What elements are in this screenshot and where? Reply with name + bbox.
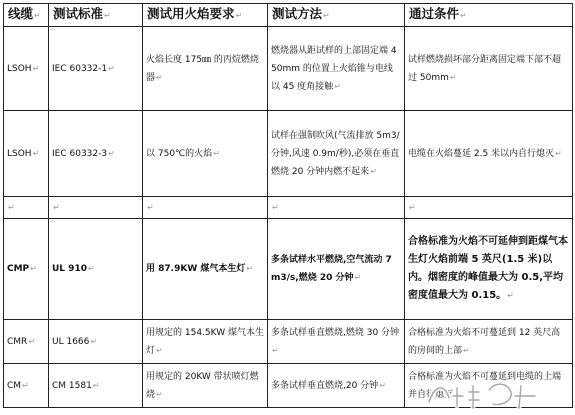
header-standard: 测试标准↵ [49, 4, 143, 27]
table-row [4, 320, 573, 364]
cell-flame: 以 750℃的火焰↵ [143, 111, 268, 197]
cell-method: ↵ [268, 197, 405, 219]
cell-method: 多条试样垂直燃烧,燃烧 30 分钟↵ [268, 320, 405, 364]
header-method: 测试方法↵ [268, 4, 405, 27]
cell-flame: ↵ [143, 197, 268, 219]
header-condition: 通过条件↵ [405, 4, 573, 27]
cell-condition: 试样燃烧损坏部分距离固定端下部不超过 50mm↵ [405, 27, 573, 111]
cell-standard: IEC 60332-3↵ [49, 111, 143, 197]
cell-flame: 用规定的 20KW 带状喷灯燃烧↵ [143, 364, 268, 408]
cell-cable: LSOH↵ [4, 27, 49, 111]
cell-flame: 用 87.9KW 煤气本生灯↵ [143, 219, 268, 320]
cell-standard: UL 1666↵ [49, 320, 143, 364]
cell-cable: CM↵ [4, 364, 49, 408]
cell-condition: 合格标准为火焰不可蔓延到 12 英尺高的房间的上部↵ [405, 320, 573, 364]
table-row-empty [4, 197, 573, 219]
cell-standard: CM 1581↵ [49, 364, 143, 408]
cell-standard: ↵ [49, 197, 143, 219]
table-row [4, 111, 573, 197]
cell-method: 多条试样垂直燃烧,20 分钟↵ [268, 364, 405, 408]
table-row [4, 219, 573, 320]
cell-method: 试样在强制吹风(气流排放 5m3/分钟,风速 0.9m/秒),必须在垂直燃烧 20 分钟内燃不起来↵ [268, 111, 405, 197]
cell-standard: IEC 60332-1↵ [49, 27, 143, 111]
fire-test-table [3, 3, 573, 408]
cell-condition: 合格标准为火焰不可蔓延到电缆的上端并自行熄灭↵ [405, 364, 573, 408]
table-row [4, 364, 573, 408]
header-cable: 线缆↵ [4, 4, 49, 27]
cell-condition: 合格标准为火焰不可延伸到距煤气本生灯火焰前端 5 英尺(1.5 米)以内。烟密度的峰值最大为 0.5,平均密度值最大为 0.15。↵ [405, 219, 573, 320]
cell-cable: LSOH↵ [4, 111, 49, 197]
cell-cable: CMR↵ [4, 320, 49, 364]
cell-cable: CMP↵ [4, 219, 49, 320]
cell-method: 多条试样水平燃烧,空气流动 7 m3/s,燃烧 20 分钟↵ [268, 219, 405, 320]
cell-flame: 火焰长度 175㎜ 的丙烷燃烧器↵ [143, 27, 268, 111]
cell-flame: 用规定的 154.5KW 煤气本生灯↵ [143, 320, 268, 364]
cell-cable: ↵ [4, 197, 49, 219]
header-flame: 测试用火焰要求↵ [143, 4, 268, 27]
cell-condition: 电缆在火焰蔓延 2.5 米以内自行熄灭↵ [405, 111, 573, 197]
header-row [4, 4, 573, 27]
table-row [4, 27, 573, 111]
cell-method: 燃烧器从距试样的上部固定端 450mm 的位置上火焰锥与电线以 45 度角接触↵ [268, 27, 405, 111]
cell-standard: UL 910↵ [49, 219, 143, 320]
cell-condition: ↵ [405, 197, 573, 219]
